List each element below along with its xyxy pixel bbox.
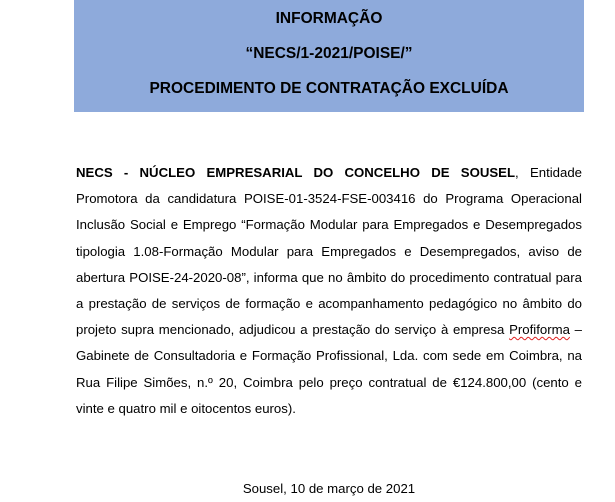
header-subject: PROCEDIMENTO DE CONTRATAÇÃO EXCLUÍDA (149, 80, 509, 97)
paragraph-text-part1: , Entidade Promotora da candidatura POISE-01-3524-FSE-003416 do Programa Operacional Inclusão Social e Emprego “Formação Modular para Empregados e Desempregados tipologia 1.08-Formação Modular para Empregados e Desempregados, aviso de abertura POISE-24-2020-08”, informa que no âmbito do procedimento contratual para a prestação de serviços de formação e acompanhamento pedagógico no âmbito do projeto supra mencionado, adjudicou a prestação do serviço à empresa (76, 165, 583, 338)
company-name-misspelled: Profiforma (509, 322, 570, 338)
signature-date: Sousel, 10 de março de 2021 (242, 481, 416, 496)
header-banner (74, 0, 584, 112)
header-title: INFORMAÇÃO (275, 10, 383, 27)
paragraph-text-part2: – Gabinete de Consultadoria e Formação Profissional, Lda. com sede em Coimbra, na Rua Filipe Simões, n.º 20, Coimbra pelo preço contratual de €124.800,00 (cento e vinte e quatro mil e oitocentos euros). (76, 322, 582, 416)
announcement-paragraph (76, 160, 582, 422)
header-reference: “NECS/1-2021/POISE/” (245, 45, 413, 62)
organization-name: NECS - NÚCLEO EMPRESARIAL DO CONCELHO DE SOUSEL (76, 165, 516, 180)
